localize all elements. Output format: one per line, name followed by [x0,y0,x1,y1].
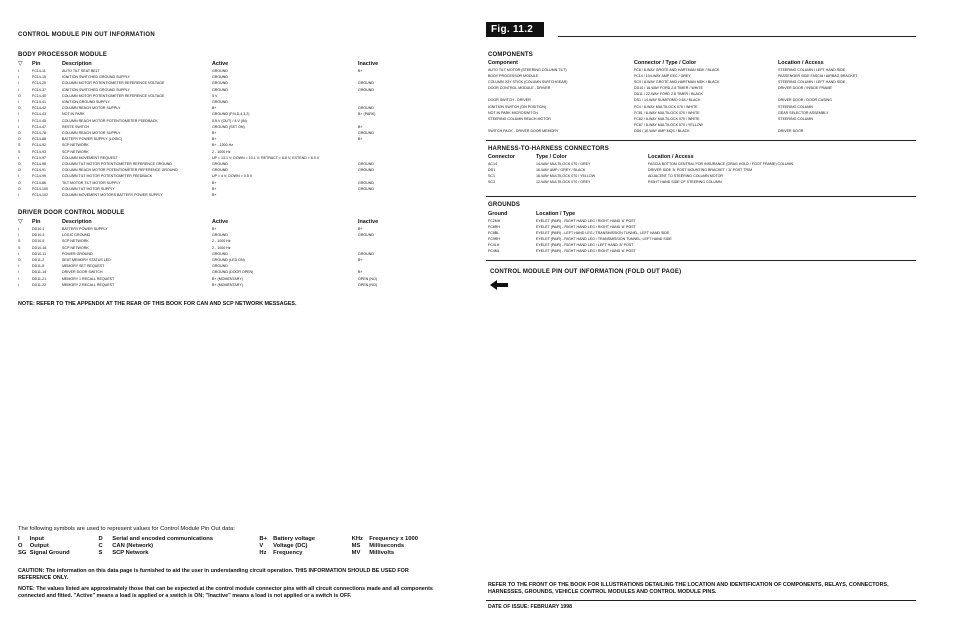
pin-description: BATTERY POWER SUPPLY [62,227,108,231]
symbol-code: B+ [259,536,267,542]
symbol-label: Input [29,536,44,542]
pin-row [18,111,438,117]
pin-description: MEMORY SET REQUEST [62,264,105,269]
ground-id: FC4LH [488,243,500,248]
pin-active: B+ [212,180,217,185]
dcm-header-row [18,218,438,226]
symbol-code: D [98,536,103,542]
pin-type: S [18,149,21,154]
pin-number: FC14-45 [32,118,46,123]
pin-active: GROUND [212,233,228,238]
pin-active: 2 - 1000 Hz [212,245,231,250]
pin-number: DD10-11 [32,251,47,256]
pin-number: FC14-86 [32,180,46,185]
components-title: COMPONENTS [488,52,534,58]
col-type: Type / Color [536,154,567,160]
pin-inactive: GROUND [358,87,374,92]
pin-inactive: GROUND [358,180,374,185]
pin-inactive: GROUND [358,168,374,173]
component-location: DRIVER DOOR / INSIDE FRAME [778,86,832,91]
pin-inactive [358,192,438,198]
pin-number: DD10-3 [32,233,45,238]
pin-inactive: GROUND [358,186,374,191]
pin-active: B+ (MOMENTARY) [212,276,243,281]
symbol-code: S [98,550,103,556]
pin-inactive: GROUND [358,233,374,238]
pin-description: COLUMN TILT MOTOR SUPPLY [62,186,115,191]
pin-type: I [18,155,19,160]
components-rule [486,140,916,141]
pin-type: O [18,162,21,167]
pin-type: S [18,143,21,148]
pin-type: I [18,112,19,117]
symbol-label: CAN (Network) [112,543,154,549]
component-location: STEERING COLUMN [778,116,813,121]
col-active: Active [212,60,229,67]
pin-number: FC14-102 [32,193,48,198]
pin-description: IGNITION SWITCHED GROUND SUPPLY [62,75,131,80]
pin-inactive: GROUND [358,162,374,167]
dcm-table [18,218,438,288]
pin-active: GROUND [212,81,228,86]
h2h-connector: SC1 [488,174,495,179]
pin-number: FC14-92 [32,143,46,148]
pin-active: 2 - 1000 Hz [212,149,231,154]
component-connector: DD10 / 16-WAY FORD 2.8 TIMER / WHITE [634,86,703,91]
symbol-label: Frequency x 1000 [369,536,418,542]
pin-type: I [18,227,19,231]
symbol-label: Milliseconds [369,543,405,549]
component-name: IGNITION SWITCH (ON POSITION) [488,104,547,109]
pin-type: I [18,174,19,179]
component-connector: DD6 / 10-WAY AMP MQS / BLACK [634,128,690,133]
date-of-issue: DATE OF ISSUE: FEBRUARY 1998 [488,604,573,610]
pin-active: B+ [212,137,217,142]
pin-active: GROUND (SET ON) [212,124,245,129]
pin-inactive: B+ (PARK) [358,112,376,117]
figure-rule [558,36,916,37]
pin-number: FC14-100 [32,186,48,191]
h2h-type: 16-WAY MULTILOCK 070 / YELLOW [536,174,596,179]
right-page [486,22,916,616]
component-location: STEERING COLUMN / LEFT HAND SIDE [778,80,846,85]
ground-location: EYELET (PAIR) - RIGHT HAND LEG / RIGHT HAND 'A' POST [536,225,636,230]
bpm-header-row [18,60,438,68]
symbol-code: O [18,543,23,549]
grounds-body [488,218,916,255]
pin-active: GROUND (LED ON) [212,258,245,263]
symbol-row [18,543,438,550]
pin-number: DD10-16 [32,245,47,250]
components-table [488,60,916,134]
pin-row [18,192,438,198]
pin-active: GROUND [212,264,228,269]
pin-type: I [18,282,19,287]
pin-active: GROUND [212,87,228,92]
pin-description: POWER GROUND [62,251,93,256]
pin-description: BATTERY POWER SUPPLY (LOGIC) [62,137,123,142]
pin-description: SCP NETWORK [62,143,89,148]
pin-description: COLUMN MOVEMENT REQUEST [62,155,118,160]
symbol-code: V [259,543,264,549]
pin-inactive: GROUND [358,131,374,136]
ground-id: FC4ML [488,249,500,254]
pin-description: COLUMN REACH MOTOR POTENTIOMETER FEEDBACK [62,118,158,123]
h2h-table [488,154,916,185]
col-component: Component [488,60,518,66]
pin-number: FC14-93 [32,149,46,154]
h2h-connector: DD1 [488,168,496,173]
pin-type: I [18,118,19,123]
pin-description: IGNITION GROUND SUPPLY [62,100,110,105]
col-pin: Pin [32,60,41,67]
col-location: Location / Access [778,60,824,66]
component-name: DOOR CONTROL MODULE - DRIVER [488,86,551,91]
pin-number: DD10-1 [32,227,45,231]
pin-number: FC14-97 [32,155,46,160]
component-connector: FC14 / 104-WAY AMP EEC / GREY [634,74,691,79]
components-table-wrap [488,60,916,134]
col-inactive: Inactive [358,218,379,225]
pin-type: O [18,131,21,136]
symbol-code: C [98,543,103,549]
symbol-label: Battery voltage [273,536,316,542]
pin-number: FC14-20 [32,81,46,86]
pin-inactive: B+ [358,124,363,129]
pin-type: S [18,239,21,244]
pin-inactive: B+ [358,69,363,73]
pin-row [18,282,438,288]
pin-type: I [18,69,19,73]
pin-active: 2 - 1000 Hz [212,239,231,244]
pin-active: GROUND [212,251,228,256]
bpm-title: BODY PROCESSOR MODULE [18,52,108,58]
pin-active: B+ (MOMENTARY) [212,282,243,287]
pin-active: B+ [212,193,217,198]
pin-type: I [18,270,19,275]
dcm-table-wrap [18,218,438,288]
symbol-label: Frequency [273,550,303,556]
h2h-body [488,161,916,185]
ground-location: EYELET (PAIR) - RIGHT HAND LEG / RIGHT HAND 'A' POST [536,219,636,223]
pin-active: GROUND [212,69,228,73]
pin-active: B+ [212,131,217,136]
symbol-label: Millivolts [369,550,395,556]
grounds-table [488,211,916,255]
symbols-intro: The following symbols are used to represent values for Control Module Pin Out data: [18,526,235,532]
dcm-title: DRIVER DOOR CONTROL MODULE [18,210,125,216]
pin-inactive: B+ [358,258,363,263]
refer-text: REFER TO THE FRONT OF THE BOOK FOR ILLUSTRATIONS DETAILING THE LOCATION AND IDENTIFICATION OF COMPONENTS, RELAYS, CONNECTORS, HARNESSES, GROUNDS, VEHICLE CONTROL MODULES AND CONTROL MODULE PINS. [488,582,889,595]
pin-description: MEMORY 1 RECALL REQUEST [62,276,115,281]
symbol-label: SCP Network [112,550,149,556]
table-row [488,179,916,185]
symbol-code: MV [351,550,361,556]
left-page [18,28,438,618]
pin-type: I [18,251,19,256]
pin-type: O [18,137,21,142]
symbol-row [18,550,438,557]
pin-row [18,276,438,282]
pin-active: GROUND [212,100,228,105]
pin-number: DD10-5 [32,239,45,244]
pin-number: FC14-98 [32,162,46,167]
ground-location: EYELET (PAIR) - RIGHT HAND LEG / LEFT HAND 'A' POST [536,243,634,248]
component-name: COLUMN JOY STICK (COLUMN SWITCHGEAR) [488,80,568,85]
symbol-label: Voltage (DC) [273,543,308,549]
pin-number: DD11-22 [32,282,47,287]
component-connector: FC81 / 8-WAY MULTILOCK 070 / WHITE [634,110,700,115]
pin-active: B+ [212,186,217,191]
pin-active: UP = 13.1 V; DOWN = 10.1 V; RETRACT = 8.8 V; EXTEND = 6.9 V [212,155,320,160]
pin-active: UP = 4 V; DOWN = 0.5 V [212,174,253,179]
pin-number: DD11-8 [32,264,45,269]
pin-type: I [18,87,19,92]
pin-number: FC14-15 [32,75,46,80]
bpm-table [18,60,438,198]
note-text: NOTE: The values listed are approximately those that can be expected at the control module connector pins with all circuit connections made and all components connected and fitted. "Active" means a load is applied or a switch is ON; "Inactive" means a load is not applied or a switch is OFF. [18,586,433,599]
pin-description: COLUMN REACH MOTOR SUPPLY [62,106,121,111]
symbol-label: Output [29,543,49,549]
pin-inactive: OPEN (NO) [358,282,377,287]
pin-type: S [18,245,21,250]
pin-inactive: B+ [358,137,363,142]
pin-active: GROUND [212,162,228,167]
pin-type: I [18,264,19,269]
pin-number: DD11-21 [32,276,47,281]
pin-type: O [18,258,21,263]
pin-description: COLUMN REACH MOTOR SUPPLY [62,131,121,136]
col-active: Active [212,218,229,225]
pin-inactive: OPEN (NO) [358,276,377,281]
pin-type: I [18,276,19,281]
pin-inactive: GROUND [358,251,374,256]
pin-number: FC14-42 [32,106,46,111]
component-connector: DD11 / 22-WAY FORD 2.8 TIMER / BLACK [634,92,703,97]
h2h-title: HARNESS-TO-HARNESS CONNECTORS [488,146,609,152]
component-location: PASSENGER SIDE FASCIA / AIRBAG BRACKET [778,74,858,79]
pin-type: I [18,75,19,80]
pin-active: B+ [212,227,217,231]
symbol-code: SG [18,550,27,556]
pin-active: GROUND (P,N,D,4,3,2) [212,112,250,117]
pin-description: AUTO TILT SEAT BELT [62,69,100,73]
ground-location: EYELET (PAIR) - RIGHT HAND LEG / TRANSMISSION TUNNEL, LEFT HAND SIDE [536,237,672,242]
pin-active: 5 V [212,93,218,98]
appendix-note: NOTE: REFER TO THE APPENDIX AT THE REAR OF THIS BOOK FOR CAN AND SCP NETWORK MESSAGES. [18,301,297,307]
pin-description: SEAT MEMORY STATUS LED [62,258,111,263]
component-connector: FC4 / 8-WAY MULTILOCK 070 / WHITE [634,104,698,109]
pin-type: I [18,193,19,198]
pin-number: FC14-99 [32,174,46,179]
col-ground: Ground [488,211,508,217]
pin-description: LOGIC GROUND [62,233,91,238]
table-row [488,248,916,254]
pin-description: SCP NETWORK [62,239,89,244]
components-body [488,67,916,134]
pin-number: FC14-47 [32,124,46,129]
h2h-type: 14-WAY MULTILOCK 070 / GREY [536,162,591,166]
ground-location: EYELET (PAIR) - LEFT HAND LEG / TRANSMISSION TUNNEL, LEFT HAND SIDE [536,231,670,236]
ground-id: FC2MH [488,219,501,223]
component-name: SWITCH PACK - DRIVER DOOR MEMORY [488,128,559,133]
pin-description: COLUMN REACH MOTOR POTENTIOMETER REFERENCE GROUND [62,168,178,173]
col-location: Location / Type [536,211,576,217]
grounds-header-row [488,211,916,218]
pin-active: GROUND (DOOR OPEN) [212,270,254,275]
table-row [488,128,916,134]
pin-type: O [18,168,21,173]
pin-number: FC14-11 [32,69,46,73]
pin-inactive: GROUND [358,81,374,86]
component-name: DOOR SWITCH - DRIVER [488,98,531,103]
pin-description: RESTE SWITCH [62,124,90,129]
symbol-code: MS [351,543,361,549]
h2h-location: ADJACENT TO STEERING COLUMN MOTOR [648,174,724,179]
pin-number: FC14-40 [32,93,46,98]
bpm-table-wrap [18,60,438,198]
pin-description: COLUMN TILT MOTOR POTENTIOMETER FEEDBACK [62,174,153,179]
components-header-row [488,60,916,67]
component-location: STEERING COLUMN [778,104,813,109]
pin-active: B+ - 1000 Hz [212,143,234,148]
col-pin: Pin [32,218,41,225]
ground-id: FC9RH [488,237,500,242]
pin-description: COLUMN MOVEMENT MOTORS BATTERY POWER SUPPLY [62,193,163,198]
col-location: Location / Access [648,154,694,160]
pin-active: B+ [212,106,217,111]
component-name: AUTO TILT MOTOR (STEERING COLUMN TILT) [488,68,567,72]
pin-number: DD11-14 [32,270,47,275]
grounds-table-wrap [488,211,916,255]
col-connector: Connector [488,154,515,160]
symbol-code: I [18,536,20,542]
pin-number: FC14-78 [32,131,46,136]
component-location: GEAR SELECTOR ASSEMBLY [778,110,829,115]
symbols-legend [18,536,438,557]
pin-active: GROUND [212,75,228,80]
pin-active: 0.5 V (OUT) / 4 V (IN) [212,118,247,123]
h2h-header-row [488,154,916,161]
symbol-label: Signal Ground [29,550,70,556]
component-connector: FC8 / 8-WAY GROTE AND HARTMAN MDK / BLACK [634,68,720,72]
pin-number: DD11-2 [32,258,45,263]
pin-inactive: B+ [358,270,363,275]
grounds-rule [486,260,916,261]
pin-description: TILT MOTOR TILT MOTOR SUPPLY [62,180,121,185]
pin-description: SCP NETWORK [62,149,89,154]
component-name: STEERING COLUMN REACH MOTOR [488,116,551,121]
symbol-code: KHz [351,536,363,542]
symbol-row [18,536,438,543]
pin-type: I [18,124,19,129]
pin-description: IGNITION SWITCHED GROUND SUPPLY [62,87,131,92]
ground-id: FC8BL [488,231,500,236]
col-connector: Connector / Type / Color [634,60,697,66]
pin-triangle-icon: ▽ [18,61,23,67]
pin-type: O [18,106,21,111]
component-location: DRIVER DOOR / DOOR CASING [778,98,832,103]
pin-inactive: GROUND [358,106,374,111]
arrow-left-icon [490,280,508,290]
pin-type: O [18,180,21,185]
pin-inactive: B+ [358,227,363,231]
pin-number: FC14-88 [32,137,46,142]
h2h-location: DRIVER SIDE 'A' POST MOUNTING BRACKET / 'A' POST TRIM [648,168,753,173]
h2h-location: RIGHT HAND SIDE OF STEERING COLUMN [648,180,722,185]
foldout-title: CONTROL MODULE PIN OUT INFORMATION (FOLD OUT PAGE) [490,269,682,275]
pin-active: GROUND [212,168,228,173]
component-connector: FC82 / 8-WAY MULTILOCK 070 / WHITE [634,116,700,121]
pin-description: MEMORY 2 RECALL REQUEST [62,282,115,287]
grounds-title: GROUNDS [488,202,521,208]
component-location: DRIVER DOOR [778,128,804,133]
ground-location: EYELET (PAIR) - RIGHT HAND LEG / RIGHT HAND 'A' POST [536,249,636,254]
h2h-type: 16-WAY AMP / GREY / BLACK [536,168,586,173]
symbol-label: Serial and encoded communications [112,536,214,542]
h2h-type: 12-WAY MULTILOCK 070 / GREY [536,180,591,185]
pin-description: DRIVER DOOR SWITCH [62,270,103,275]
dcm-body [18,226,438,288]
col-description: Description [62,218,92,225]
component-connector: FC87 / 8-WAY MULTILOCK 070 / YELLOW [634,122,703,127]
h2h-location: FASCIA BOTTOM CENTRAL FOR INSURANCE (DRAG HOLD / FOOT FRAME) COLUMN [648,162,794,166]
pin-number: FC14-37 [32,87,46,92]
h2h-connector: AC14 [488,162,497,166]
pin-type: I [18,233,19,238]
page-header: CONTROL MODULE PIN OUT INFORMATION [18,32,155,38]
bottom-rule [486,600,916,601]
component-name: NOT IN PARK MICROSWITCH [488,110,538,115]
pin-description: COLUMN MOTOR POTENTIOMETER REFERENCE VOLTAGE [62,93,165,98]
pin-triangle-icon: ▽ [18,219,23,225]
pin-description: SCP NETWORK [62,245,89,250]
h2h-rule [486,196,916,197]
pin-number: FC14-41 [32,100,46,105]
figure-badge: Fig. 11.2 [486,22,544,37]
component-name: BODY PROCESSOR MODULE [488,74,539,79]
pin-type: I [18,100,19,105]
h2h-connector: SC3 [488,180,495,185]
pin-description: NOT IN PARK [62,112,85,117]
component-location: STEERING COLUMN / LEFT HAND SIDE [778,68,846,72]
bpm-body [18,68,438,198]
pin-number: FC14-91 [32,168,46,173]
caution-text: CAUTION: The information on this data page is furnished to aid the user in understanding circuit operation. THIS INFORMATION SHOULD BE USED FOR REFERENCE ONLY. [18,568,409,581]
col-description: Description [62,60,92,67]
pin-type: O [18,93,21,98]
pin-type: I [18,81,19,86]
pin-number: FC14-43 [32,112,46,117]
ground-id: FC8RH [488,225,500,230]
component-connector: DS1 / 14-WAY SUMITOMO 0.64 / BLACK [634,98,701,103]
component-connector: SC9 / 8-WAY GROTE AND HARTMAN MDK / BLACK [634,80,720,85]
symbol-code: Hz [259,550,267,556]
pin-type: O [18,186,21,191]
pin-description: COLUMN MOTOR POTENTIOMETER REFERENCE VOLTAGE [62,81,165,86]
h2h-table-wrap [488,154,916,185]
col-inactive: Inactive [358,60,379,67]
pin-description: COLUMN TILT MOTOR POTENTIOMETER REFERENCE GROUND [62,162,172,167]
